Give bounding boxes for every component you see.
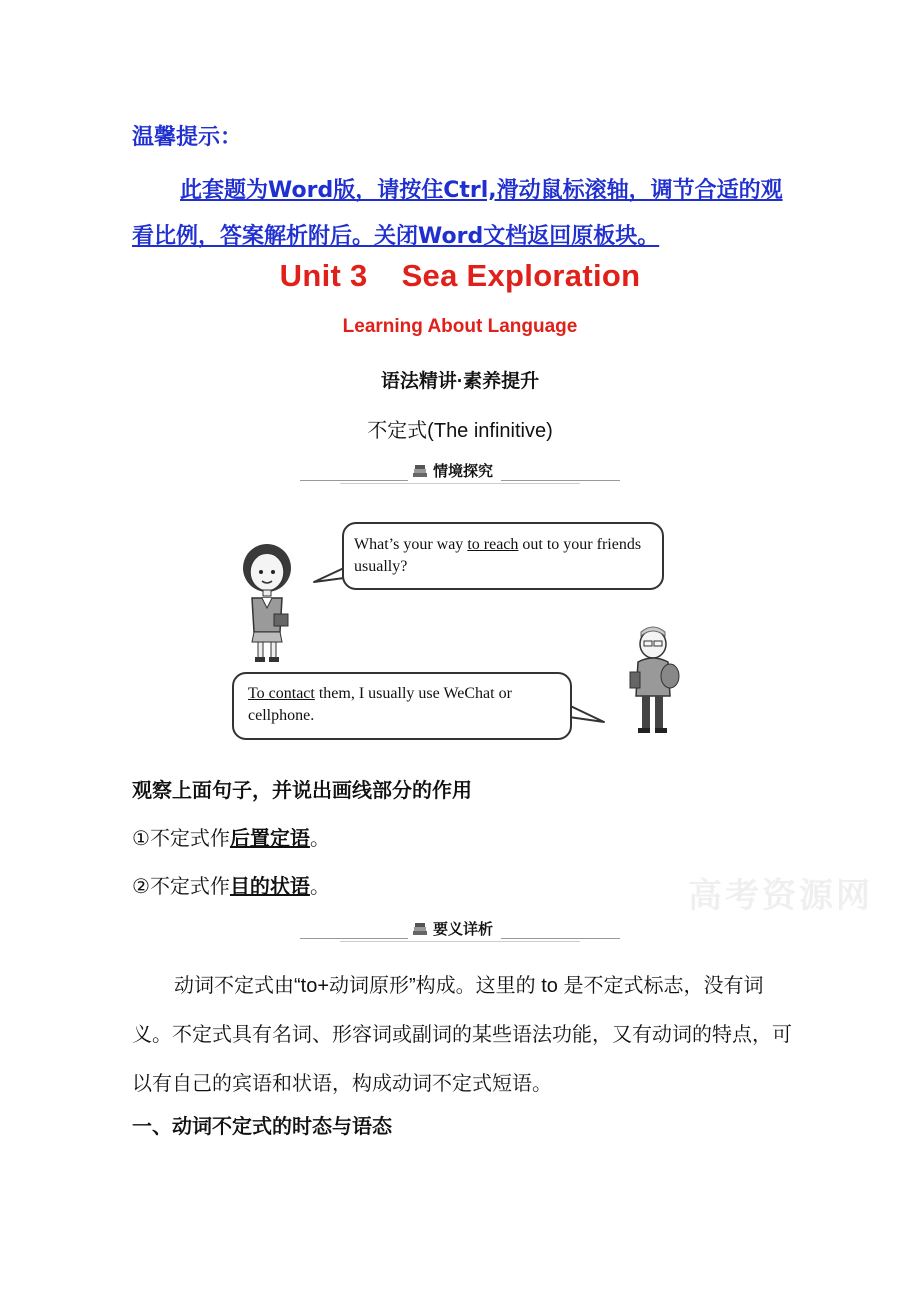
- item2-text: 不定式作: [149, 876, 230, 898]
- tip-body: 此套题为Word版，请按住Ctrl,滑动鼠标滚轴，调节合适的观看比例，答案解析附后。关闭Word文档返回原板块。: [132, 178, 783, 249]
- unit-number: Unit 3: [279, 258, 368, 293]
- section-title: 语法精讲·素养提升: [380, 371, 540, 392]
- unit-title: [0, 258, 920, 294]
- speech-bubble-question: [342, 522, 664, 590]
- topic-title: 不定式(The infinitive): [367, 420, 553, 442]
- item2-answer: 目的状语: [229, 876, 310, 898]
- section-heading: 一、动词不定式的时态与语态: [132, 1116, 392, 1138]
- bubble1-text-end: out to your friends usually?: [354, 536, 642, 575]
- observe-item-2: [132, 870, 330, 899]
- observe-question: 观察上面句子，并说出画线部分的作用: [132, 780, 472, 802]
- item2-marker: ②: [132, 876, 150, 898]
- item1-answer: 后置定语: [229, 828, 310, 850]
- observe-item-1: [132, 822, 330, 851]
- girl-illustration: [236, 540, 298, 666]
- banner-details: [300, 918, 620, 946]
- banner-scenario: [300, 460, 620, 488]
- speech-bubble-answer: [232, 672, 572, 740]
- body-paragraph: 动词不定式由“to+动词原形”构成。这里的 to 是不定式标志，没有词义。不定式具有名词、形容词或副词的某些语法功能，又有动词的特点，可以有自己的宾语和状语，构成动词不定式短语。: [132, 975, 792, 1095]
- book-stack-icon: [412, 464, 428, 478]
- bubble1-underlined-infinitive: to reach: [467, 536, 519, 553]
- man-illustration: [620, 624, 682, 740]
- unit-name: Sea Exploration: [401, 258, 641, 293]
- watermark: 高考资源网: [688, 877, 873, 915]
- item1-text: 不定式作: [149, 828, 230, 850]
- item1-marker: ①: [132, 828, 150, 850]
- bubble1-text-start: What’s your way: [354, 536, 468, 553]
- lesson-subtitle: Learning About Language: [342, 316, 578, 337]
- banner-scenario-label: 情境探究: [433, 463, 494, 480]
- item2-end: 。: [309, 876, 330, 898]
- bubble2-text-end: them, I usually use WeChat or cellphone.: [248, 685, 512, 724]
- book-stack-icon: [412, 922, 428, 936]
- item1-end: 。: [309, 828, 330, 850]
- bubble2-underlined-infinitive: To contact: [248, 685, 315, 702]
- banner-details-label: 要义详析: [433, 921, 494, 938]
- tip-title: 温馨提示：: [132, 125, 243, 150]
